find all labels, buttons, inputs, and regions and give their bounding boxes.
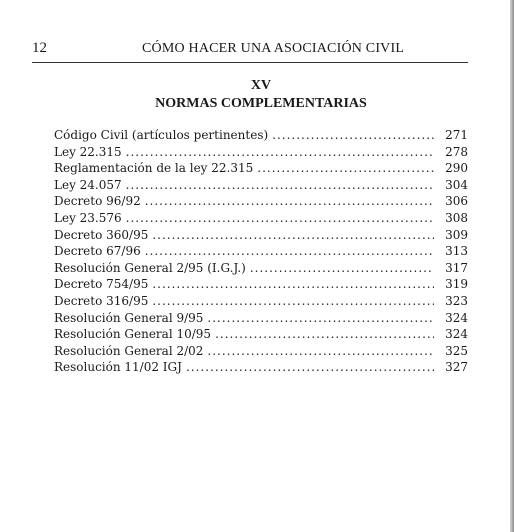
toc-entry [54, 327, 468, 344]
toc-entry-title: Decreto 96/92 [54, 194, 141, 209]
toc-entry-title: Decreto 754/95 [54, 277, 149, 292]
toc-entry [54, 178, 468, 195]
toc-entry-title: Código Civil (artículos pertinentes) [54, 128, 269, 142]
toc-entry [54, 211, 468, 228]
toc-entry-title: Ley 23.576 [54, 210, 122, 225]
toc-entry-page: 327 [445, 360, 468, 375]
toc-entry-title: Resolución General 2/95 (I.G.J.) [54, 260, 246, 275]
table-of-contents [54, 128, 468, 377]
toc-entry-page: 324 [445, 327, 468, 342]
toc-entry-page: 306 [445, 194, 468, 209]
toc-entry-title: Resolución General 10/95 [54, 327, 212, 342]
page-edge-shadow [510, 0, 514, 532]
toc-entry-title: Decreto 360/95 [54, 227, 149, 242]
toc-dot-leader [207, 311, 434, 325]
toc-entry-page: 290 [445, 161, 468, 176]
toc-entry-title: Reglamentación de la ley 22.315 [54, 161, 254, 176]
toc-dot-leader [126, 178, 434, 192]
toc-dot-leader [145, 194, 434, 208]
toc-dot-leader [152, 277, 434, 291]
toc-entry [54, 194, 468, 211]
toc-entry-page: 323 [445, 293, 468, 308]
toc-entry [54, 277, 468, 294]
toc-entry [54, 344, 468, 361]
toc-entry-page: 313 [445, 244, 468, 259]
toc-entry [54, 161, 468, 178]
toc-entry-title: Resolución General 9/95 [54, 310, 204, 325]
toc-entry-title: Ley 22.315 [54, 144, 122, 159]
toc-entry-page: 317 [445, 260, 468, 275]
toc-entry-page: 319 [445, 277, 468, 292]
toc-entry-page: 324 [445, 310, 468, 325]
toc-dot-leader [272, 128, 434, 142]
running-title: CÓMO HACER UNA ASOCIACIÓN CIVIL [142, 41, 405, 56]
toc-entry-title: Ley 24.057 [54, 177, 122, 192]
toc-dot-leader [152, 294, 434, 308]
header-rule [32, 62, 468, 63]
toc-dot-leader [152, 228, 434, 242]
chapter-title: NORMAS COMPLEMENTARIAS [155, 96, 367, 111]
toc-entry [54, 311, 468, 328]
toc-dot-leader [126, 211, 434, 225]
toc-dot-leader [126, 145, 434, 159]
toc-entry-page: 308 [445, 210, 468, 225]
toc-dot-leader [215, 327, 434, 341]
toc-dot-leader [250, 261, 434, 275]
toc-entry-title: Resolución 11/02 IGJ [54, 360, 182, 375]
toc-entry-page: 271 [445, 128, 468, 142]
toc-entry [54, 294, 468, 311]
chapter-number: XV [250, 78, 272, 93]
toc-entry [54, 145, 468, 162]
toc-entry [54, 128, 468, 145]
toc-entry-page: 278 [445, 144, 468, 159]
toc-entry-title: Resolución General 2/02 [54, 343, 204, 358]
toc-dot-leader [257, 161, 434, 175]
chapter-heading [54, 78, 468, 112]
toc-entry-page: 309 [445, 227, 468, 242]
toc-entry-page: 304 [445, 177, 468, 192]
toc-entry [54, 244, 468, 261]
toc-dot-leader [207, 344, 434, 358]
toc-entry [54, 261, 468, 278]
toc-entry [54, 360, 468, 377]
toc-entry-page: 325 [445, 343, 468, 358]
toc-dot-leader [145, 244, 434, 258]
toc-entry-title: Decreto 316/95 [54, 293, 149, 308]
toc-entry [54, 228, 468, 245]
toc-entry-title: Decreto 67/96 [54, 244, 141, 259]
toc-dot-leader [186, 360, 434, 374]
page-number: 12 [32, 40, 47, 56]
page-header [32, 40, 468, 60]
